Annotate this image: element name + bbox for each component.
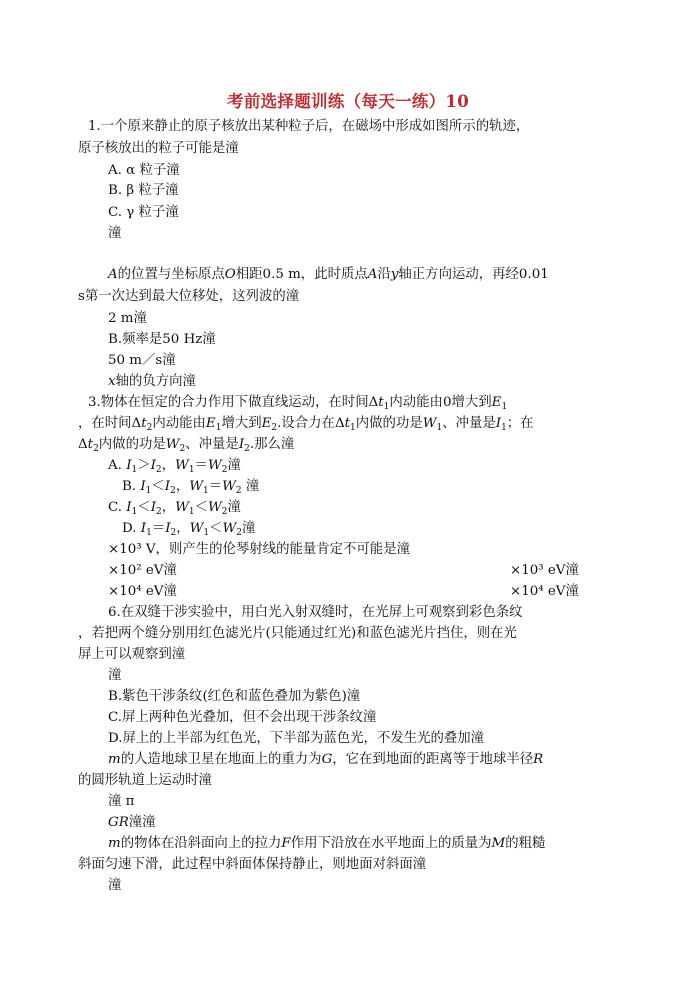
q7-option-a: 潼 π bbox=[108, 794, 135, 809]
q3-option-b-label: B. bbox=[122, 479, 137, 494]
q2-text-3: 沿 bbox=[377, 267, 391, 282]
q3-stem-line2: ，在时间$\Delta t_2$内动能由$E_1$增大到$E_2$.设合力在$\Delta t_1$内做的功是$W_1$、冲量是$I_1$；在 bbox=[78, 416, 534, 433]
q1-option-a: A. α 粒子潼 bbox=[108, 163, 180, 178]
q2-text-1: 的位置与坐标原点 bbox=[117, 267, 225, 282]
q7-text-2: ，它在到地面的距离等于地球半径 bbox=[332, 752, 534, 767]
q1-option-c: C. γ 粒子潼 bbox=[108, 205, 179, 220]
q2-axis-y: y bbox=[390, 267, 399, 282]
q3-text-4: 内动能由 bbox=[152, 416, 206, 431]
q8-big-mass: M bbox=[491, 836, 506, 851]
q4-option-b: ×10³ eV潼 bbox=[510, 563, 579, 578]
q2-origin: O bbox=[224, 267, 236, 282]
q2-point-a-2: A bbox=[367, 267, 378, 282]
q2-option-c: 50 m／s潼 bbox=[108, 353, 176, 368]
q7-stem-line2: 的圆形轨道上运动时潼 bbox=[78, 773, 212, 788]
q3-option-b: B. $I_1<I_2$，$W_1=W_2$ 潼 bbox=[122, 479, 260, 496]
q3-t2b: t bbox=[87, 437, 94, 452]
q2-axis-x: x bbox=[108, 374, 116, 389]
q2-option-d-text: 轴的负方向潼 bbox=[115, 374, 196, 389]
q3-text-12: 、冲量是 bbox=[185, 437, 239, 452]
page-title: 考前选择题训练（每天一练）10 bbox=[227, 92, 469, 111]
q4-option-c: ×10⁴ eV潼 bbox=[108, 584, 177, 599]
q8-text-2: 作用下沿放在水平地面上的质量为 bbox=[290, 836, 492, 851]
q8-mass: m bbox=[108, 836, 121, 851]
q8-text-3: 的粗糙 bbox=[505, 836, 546, 851]
q7-gravity: G bbox=[321, 752, 333, 767]
q1-option-d: 潼 bbox=[108, 226, 122, 241]
q3-t2: t bbox=[141, 416, 147, 431]
q3-option-a: A. $I_1>I_2$，$W_1=W_2$潼 bbox=[108, 458, 241, 475]
q3-option-d: D. $I_1=I_2$，$W_1<W_2$潼 bbox=[122, 521, 256, 538]
q3-w2: W bbox=[165, 437, 180, 452]
q3-text-1: 3.物体在恒定的合力作用下做直线运动，在时间Δ bbox=[88, 395, 379, 410]
q8-option-a: 潼 bbox=[108, 878, 122, 893]
q8-stem-line2: 斜面匀速下滑，此过程中斜面体保持静止，则地面对斜面潼 bbox=[78, 857, 427, 872]
q3-text-2: 内动能由0增大到 bbox=[389, 395, 492, 410]
q3-option-c-label: C. bbox=[108, 500, 123, 515]
q6-stem-line3: 屏上可以观察到潼 bbox=[78, 647, 186, 662]
q6-option-b: B.紫色干涉条纹(红色和蓝色叠加为紫色)潼 bbox=[108, 689, 361, 704]
q4-stem: ×10³ V，则产生的伦琴射线的能量肯定不可能是潼 bbox=[108, 542, 410, 557]
q3-w1: W bbox=[422, 416, 437, 431]
q2-option-d bbox=[108, 374, 196, 390]
q3-e2: E bbox=[261, 416, 272, 431]
q3-e1: E bbox=[205, 416, 216, 431]
q3-option-c: C. $I_1<I_2$，$W_1<W_2$潼 bbox=[108, 500, 241, 517]
q7-option-b-text: 潼潼 bbox=[128, 815, 156, 830]
q3-option-d-label: D. bbox=[122, 521, 137, 536]
q3-text-5: 增大到 bbox=[221, 416, 262, 431]
q8-stem-line1 bbox=[108, 836, 545, 852]
q1-option-b: B. β 粒子潼 bbox=[108, 183, 179, 198]
q2-option-a: 2 m潼 bbox=[108, 311, 147, 326]
q2-text-4: 轴正方向运动，再经0.01 bbox=[398, 267, 549, 282]
q3-text-11: 内做的功是 bbox=[98, 437, 166, 452]
q7-mass: m bbox=[108, 752, 121, 767]
q2-stem-line1 bbox=[108, 267, 549, 283]
q6-option-d: D.屏上的上半部为红色光，下半部为蓝色光，不发生光的叠加潼 bbox=[108, 731, 485, 746]
q3-text-9: ；在 bbox=[506, 416, 534, 431]
q1-stem-line2: 原子核放出的粒子可能是潼 bbox=[78, 141, 239, 156]
q3-i2: I bbox=[238, 437, 245, 452]
q6-option-c: C.屏上两种色光叠加，但不会出现干涉条纹潼 bbox=[108, 710, 377, 725]
q3-option-a-label: A. bbox=[108, 458, 122, 473]
q6-stem-line1: 6.在双缝干涉实验中，用白光入射双缝时，在光屏上可观察到彩色条纹 bbox=[108, 605, 523, 620]
q2-stem-line2: s第一次达到最大位移处，这列波的潼 bbox=[78, 289, 300, 304]
q3-t1: t bbox=[344, 416, 351, 431]
q7-stem-line1 bbox=[108, 752, 543, 768]
q3-text-7: 内做的功是 bbox=[355, 416, 423, 431]
q6-option-a: 潼 bbox=[108, 668, 122, 683]
q8-text-1: 的物体在沿斜面向上的拉力 bbox=[120, 836, 282, 851]
q7-gr: GR bbox=[108, 815, 129, 830]
q3-text-3: ，在时间Δ bbox=[78, 416, 142, 431]
q7-option-b bbox=[108, 815, 156, 831]
q4-option-d: ×10⁴ eV潼 bbox=[510, 584, 579, 599]
q3-i1: I bbox=[495, 416, 502, 431]
q4-option-a: ×10² eV潼 bbox=[108, 563, 177, 578]
q7-text-1: 的人造地球卫星在地面上的重力为 bbox=[120, 752, 322, 767]
q2-option-b: B.频率是50 Hz潼 bbox=[108, 332, 216, 347]
q1-stem-line1: 1.一个原来静止的原子核放出某种粒子后，在磁场中形成如图所示的轨迹， bbox=[88, 119, 530, 134]
q3-t: t bbox=[378, 395, 384, 410]
q3-text-8: 、冲量是 bbox=[442, 416, 496, 431]
q3-stem-line1: 3.物体在恒定的合力作用下做直线运动，在时间$\Delta t_1$内动能由0增大到$E_1$ bbox=[88, 395, 508, 412]
q3-text-6: .设合力在Δ bbox=[277, 416, 345, 431]
q2-point-a: A bbox=[108, 267, 118, 282]
q3-text-10: Δ bbox=[78, 437, 88, 452]
q8-force: F bbox=[281, 836, 291, 851]
q2-text-2: 相距0.5 m，此时质点 bbox=[235, 267, 368, 282]
q7-radius: R bbox=[533, 752, 544, 767]
q3-stem-line3: $\Delta t_2$内做的功是$W_2$、冲量是$I_2$.那么潼 bbox=[78, 437, 295, 454]
q3-e: E bbox=[491, 395, 502, 410]
q3-text-13: .那么潼 bbox=[249, 437, 295, 452]
q6-stem-line2: ，若把两个缝分别用红色滤光片(只能通过红光)和蓝色滤光片挡住，则在光 bbox=[78, 626, 517, 641]
